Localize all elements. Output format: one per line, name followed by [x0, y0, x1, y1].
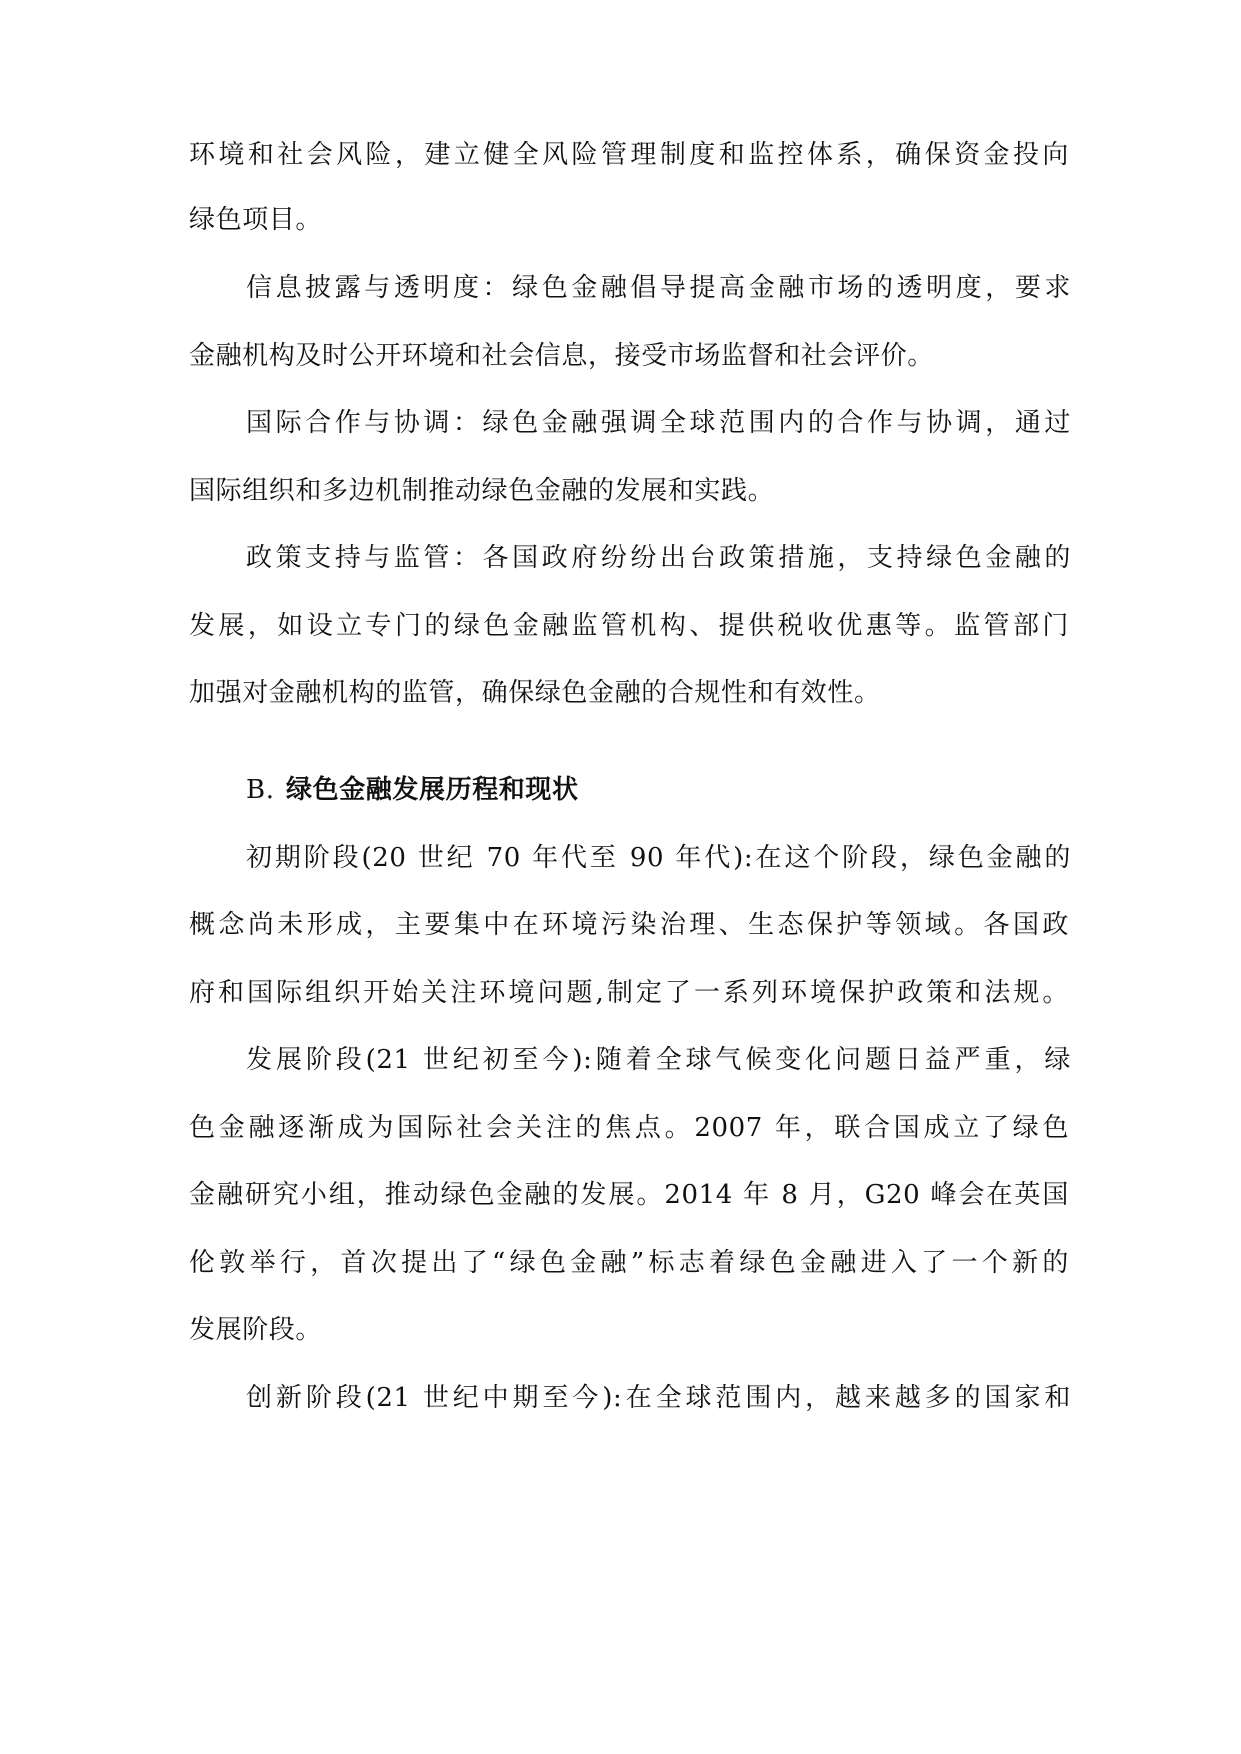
paragraph-line: 环境和社会风险，建立健全风险管理制度和监控体系，确保资金投向	[189, 140, 1069, 170]
paragraph-line: 加强对金融机构的监管，确保绿色金融的合规性和有效性。	[189, 678, 881, 708]
paragraph-line: 发展，如设立专门的绿色金融监管机构、提供税收优惠等。监管部门	[189, 611, 1069, 641]
paragraph-line: 金融机构及时公开环境和社会信息，接受市场监督和社会评价。	[189, 341, 934, 371]
paragraph-line: 色金融逐渐成为国际社会关注的焦点。2007 年，联合国成立了绿色	[189, 1113, 1069, 1143]
paragraph-line: 初期阶段(20 世纪 70 年代至 90 年代):在这个阶段，绿色金融的	[246, 843, 1071, 873]
section-heading	[246, 773, 1071, 807]
paragraph-line: 国际合作与协调：绿色金融强调全球范围内的合作与协调，通过	[246, 408, 1071, 438]
paragraph-line: 金融研究小组，推动绿色金融的发展。2014 年 8 月，G20 峰会在英国	[189, 1180, 1069, 1210]
paragraph-line: 府和国际组织开始关注环境问题,制定了一系列环境保护政策和法规。	[189, 978, 1069, 1008]
paragraph-line: 伦敦举行，首次提出了“绿色金融”标志着绿色金融进入了一个新的	[189, 1248, 1069, 1278]
paragraph-line: 信息披露与透明度：绿色金融倡导提高金融市场的透明度，要求	[246, 273, 1071, 303]
paragraph-line: 概念尚未形成，主要集中在环境污染治理、生态保护等领域。各国政	[189, 910, 1069, 940]
paragraph-line: 发展阶段。	[189, 1315, 323, 1345]
section-title: 绿色金融发展历程和现状	[286, 775, 579, 805]
section-marker: B.	[246, 775, 275, 805]
paragraph-line: 国际组织和多边机制推动绿色金融的发展和实践。	[189, 476, 775, 506]
paragraph-line: 政策支持与监管：各国政府纷纷出台政策措施，支持绿色金融的	[246, 543, 1071, 573]
paragraph-line: 创新阶段(21 世纪中期至今):在全球范围内，越来越多的国家和	[246, 1383, 1071, 1413]
paragraph-line: 绿色项目。	[189, 205, 323, 235]
paragraph-line: 发展阶段(21 世纪初至今):随着全球气候变化问题日益严重，绿	[246, 1045, 1071, 1075]
